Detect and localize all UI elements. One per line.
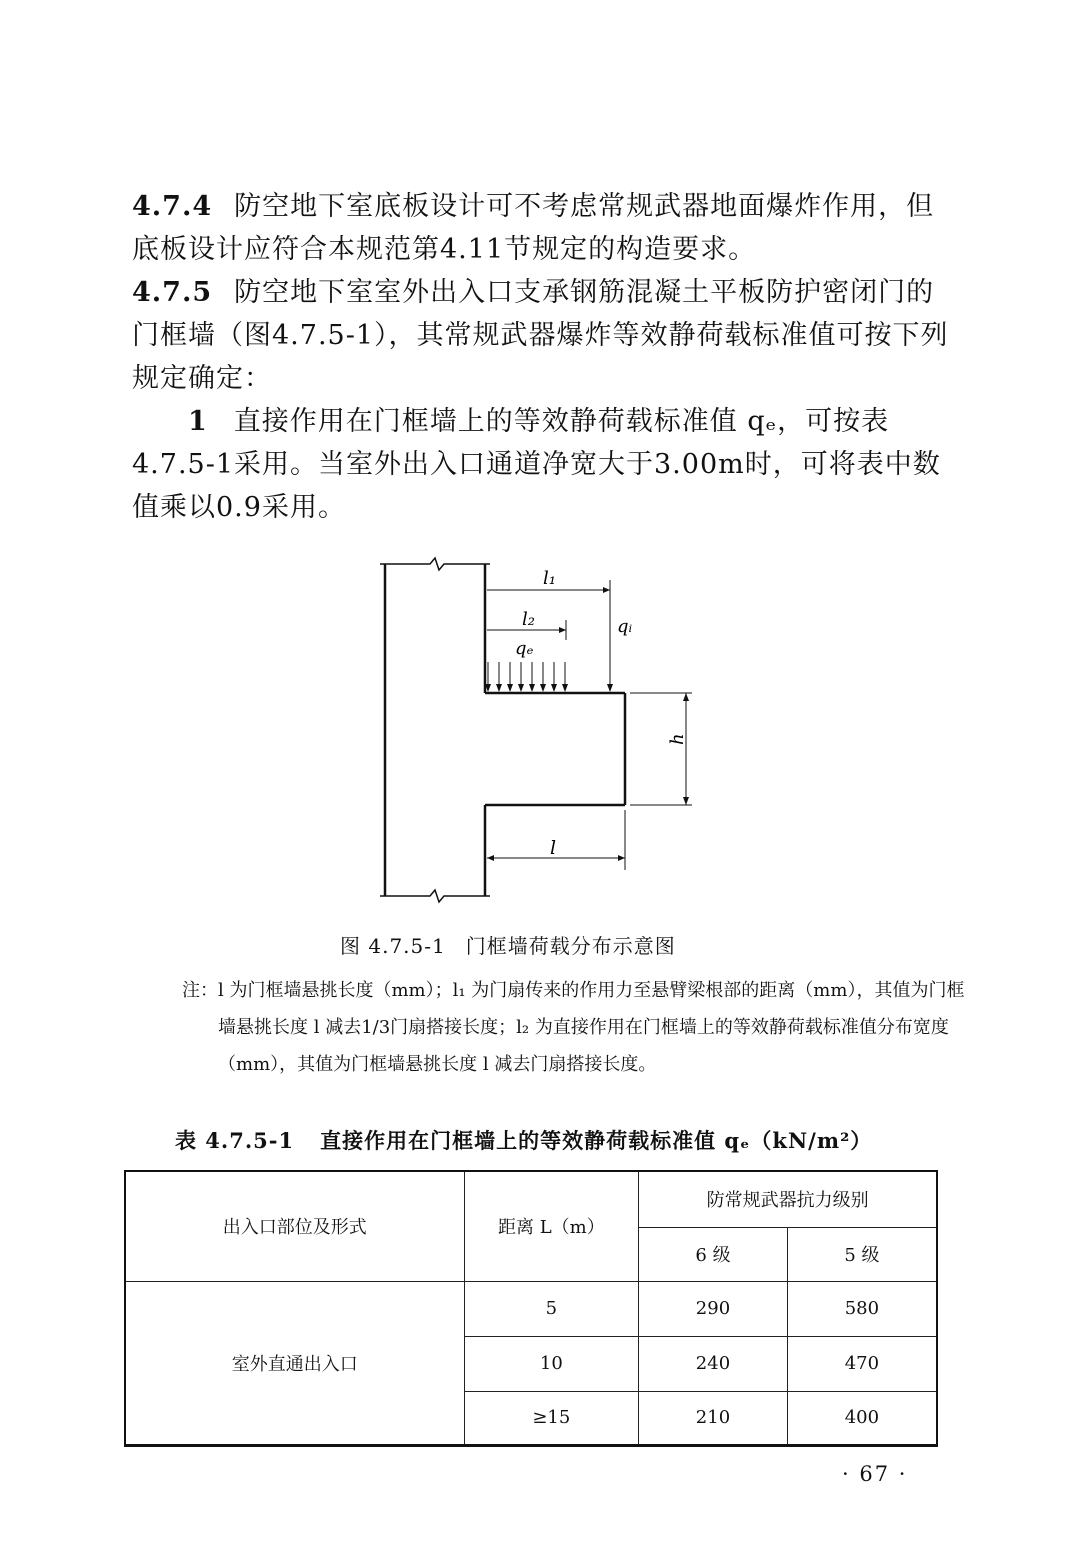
l-label: l bbox=[550, 837, 557, 859]
item-1 bbox=[132, 400, 952, 529]
l-arrow-right bbox=[618, 855, 625, 861]
clause-number: 4.7.5 bbox=[132, 277, 213, 308]
qe-arrowheads bbox=[485, 684, 568, 692]
qe-label: qₑ bbox=[515, 638, 534, 659]
item-text: 直接作用在门框墙上的等效静荷载标准值 qₑ，可按表4.7.5-1采用。当室外出入口通道净宽大于3.00m时，可将表中数值乘以0.9采用。 bbox=[132, 406, 941, 523]
h-label: h bbox=[667, 733, 688, 745]
cell-distance: 10 bbox=[464, 1336, 639, 1391]
header-level-group: 防常规武器抗力级别 bbox=[639, 1171, 937, 1227]
header-location: 出入口部位及形式 bbox=[125, 1171, 464, 1281]
page-number: · 67 · bbox=[842, 1462, 908, 1486]
clause-text: 防空地下室底板设计可不考虑常规武器地面爆炸作用，但底板设计应符合本规范第4.11节规定的构造要求。 bbox=[132, 191, 935, 265]
cell-level6: 210 bbox=[639, 1391, 788, 1445]
header-level6: 6 级 bbox=[639, 1227, 788, 1281]
cell-location: 室外直通出入口 bbox=[125, 1281, 464, 1445]
door-frame-wall-diagram bbox=[360, 552, 720, 912]
clause-number: 4.7.4 bbox=[132, 191, 213, 222]
figure-caption-title: 门框墙荷载分布示意图 bbox=[465, 934, 676, 958]
cell-distance: 5 bbox=[464, 1281, 639, 1336]
l1-arrow bbox=[603, 587, 610, 593]
equivalent-static-load-table bbox=[124, 1170, 938, 1447]
cell-level6: 290 bbox=[639, 1281, 788, 1336]
h-arrow-bottom bbox=[683, 797, 689, 805]
break-line-bottom bbox=[380, 890, 490, 902]
table-header-row-1 bbox=[125, 1171, 937, 1227]
header-distance: 距离 L（m） bbox=[464, 1171, 639, 1281]
clause-text: 防空地下室室外出入口支承钢筋混凝土平板防护密闭门的门框墙（图4.7.5-1），其常规武器爆炸等效静荷载标准值可按下列规定确定： bbox=[132, 277, 949, 394]
item-number: 1 bbox=[188, 406, 208, 437]
break-line-top bbox=[380, 558, 490, 570]
clause-4-7-5 bbox=[132, 271, 952, 400]
cell-distance: ≥15 bbox=[464, 1391, 639, 1445]
table-title bbox=[175, 1125, 872, 1155]
l2-label: l₂ bbox=[522, 609, 535, 630]
cell-level5: 580 bbox=[787, 1281, 937, 1336]
figure-note: 注：l 为门框墙悬挑长度（mm）；l₁ 为门扇传来的作用力至悬臂梁根部的距离（mm），其值为门框墙悬挑长度 l 减去1/3门扇搭接长度；l₂ 为直接作用在门框墙上的等效静荷载标准值分布宽度（mm），其值为门框墙悬挑长度 l 减去门扇搭接长度。 bbox=[182, 980, 965, 1075]
table-row bbox=[125, 1281, 937, 1336]
table-title-text: 直接作用在门框墙上的等效静荷载标准值 qₑ（kN/m²） bbox=[320, 1128, 873, 1153]
qi-arrow bbox=[607, 684, 613, 692]
l1-label: l₁ bbox=[543, 568, 556, 589]
qi-label: qᵢ bbox=[617, 616, 633, 637]
table-title-number: 表 4.7.5-1 bbox=[175, 1128, 295, 1153]
h-arrow-top bbox=[683, 693, 689, 701]
l2-arrow bbox=[559, 627, 566, 633]
figure-caption-number: 图 4.7.5-1 bbox=[340, 934, 446, 958]
figure-caption bbox=[340, 930, 676, 959]
cell-level5: 400 bbox=[787, 1391, 937, 1445]
cell-level6: 240 bbox=[639, 1336, 788, 1391]
header-level5: 5 级 bbox=[787, 1227, 937, 1281]
l-arrow-left bbox=[487, 855, 494, 861]
clause-4-7-4 bbox=[132, 185, 952, 271]
cell-level5: 470 bbox=[787, 1336, 937, 1391]
